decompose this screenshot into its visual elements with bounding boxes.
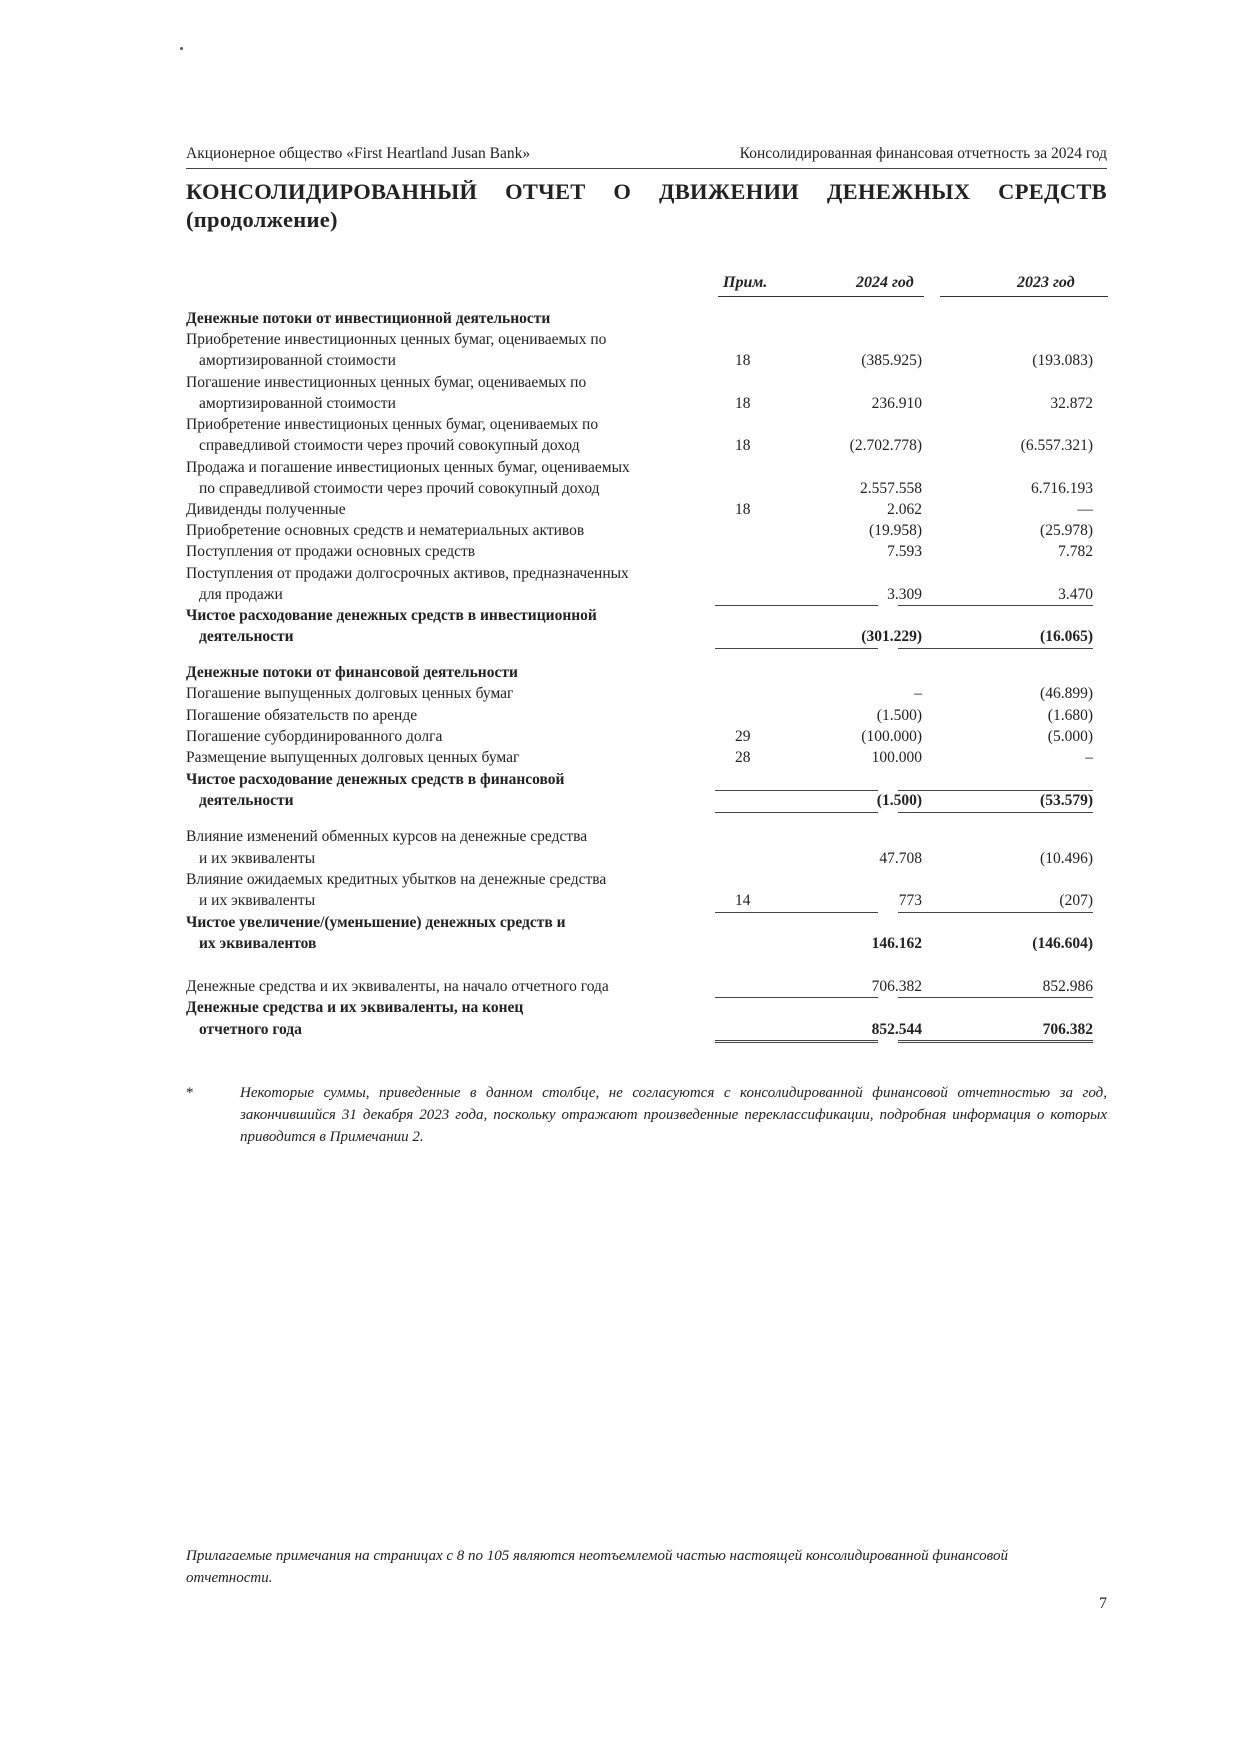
title-word: ДЕНЕЖНЫХ <box>826 179 971 204</box>
footnote-marker: * <box>186 1085 194 1101</box>
row-label: Поступления от продажи долгосрочных активов, предназначенных <box>186 565 629 582</box>
value-2023: 6.716.193 <box>1031 480 1093 497</box>
row-note: 29 <box>735 728 751 745</box>
row-label: Чистое расходование денежных средств в финансовой <box>186 771 565 788</box>
subtotal-rule <box>898 648 1093 649</box>
value-2023: 32.872 <box>1050 395 1093 412</box>
row-label: Денежные потоки от инвестиционной деятельности <box>186 310 551 327</box>
value-2023: (25.978) <box>1040 522 1093 539</box>
note-header-underline <box>718 296 778 297</box>
row-label: и их эквиваленты <box>199 850 316 867</box>
total-double-rule <box>898 1040 1093 1043</box>
value-2023: (53.579) <box>1040 792 1093 809</box>
row-label: Погашение инвестиционных ценных бумаг, оцениваемых по <box>186 374 587 391</box>
subtotal-rule <box>715 997 878 998</box>
year-2023-header: 2023 год <box>1017 274 1075 291</box>
subtotal-rule <box>898 812 1093 813</box>
value-2023: (146.604) <box>1032 935 1093 952</box>
row-label: амортизированной стоимости <box>199 352 396 369</box>
table-row <box>186 912 1107 933</box>
row-label: Погашение обязательств по аренде <box>186 707 418 724</box>
subtotal-rule <box>715 605 878 606</box>
value-2023: 3.470 <box>1058 586 1093 603</box>
table-row <box>186 705 1107 726</box>
table-row <box>186 997 1107 1018</box>
value-2023: 706.382 <box>1042 1021 1093 1038</box>
row-label: Денежные средства и их эквиваленты, на конец <box>186 999 524 1016</box>
table-row <box>186 584 1107 605</box>
row-label: отчетного года <box>199 1021 302 1038</box>
table-row <box>186 626 1107 647</box>
subtotal-rule <box>898 605 1093 606</box>
row-note: 18 <box>735 395 751 412</box>
table-row <box>186 457 1107 478</box>
table-row <box>186 308 1107 329</box>
table-row <box>186 1019 1107 1040</box>
value-2023: 7.782 <box>1058 543 1093 560</box>
value-2024: (2.702.778) <box>849 437 922 454</box>
row-note: 28 <box>735 749 751 766</box>
table-row <box>186 414 1107 435</box>
row-label: Чистое увеличение/(уменьшение) денежных средств и <box>186 914 566 931</box>
value-2024: 2.062 <box>887 501 922 518</box>
row-label: Поступления от продажи основных средств <box>186 543 476 560</box>
value-2024: 2.557.558 <box>860 480 922 497</box>
row-label: Денежные средства и их эквиваленты, на начало отчетного года <box>186 978 609 995</box>
row-label: Дивиденды полученные <box>186 501 346 518</box>
row-note: 18 <box>735 352 751 369</box>
table-row <box>186 826 1107 847</box>
value-2024: 3.309 <box>887 586 922 603</box>
subtotal-rule <box>898 790 1093 791</box>
value-2024: (19.958) <box>869 522 922 539</box>
value-2024: 706.382 <box>871 978 922 995</box>
table-row <box>186 605 1107 626</box>
table-row <box>186 890 1107 911</box>
table-row <box>186 350 1107 371</box>
value-2024: (1.500) <box>876 792 922 809</box>
table-row <box>186 769 1107 790</box>
title-word: СРЕДСТВ <box>998 179 1107 204</box>
row-label: Продажа и погашение инвестиционых ценных бумаг, оцениваемых <box>186 459 630 476</box>
title-word: ОТЧЕТ <box>505 179 586 204</box>
year-2024-header: 2024 год <box>856 274 914 291</box>
value-2023: (16.065) <box>1040 628 1093 645</box>
table-row <box>186 478 1107 499</box>
value-2023: – <box>1085 749 1093 766</box>
year-2023-underline <box>940 296 1108 297</box>
value-2024: 7.593 <box>887 543 922 560</box>
table-row <box>186 520 1107 541</box>
value-2024: (100.000) <box>861 728 922 745</box>
row-label: и их эквиваленты <box>199 892 316 909</box>
row-label: Погашение выпущенных долговых ценных бумаг <box>186 685 514 702</box>
row-label: по справедливой стоимости через прочий совокупный доход <box>199 480 600 497</box>
row-label: деятельности <box>199 792 294 809</box>
row-label: справедливой стоимости через прочий совокупный доход <box>199 437 580 454</box>
row-label: амортизированной стоимости <box>199 395 396 412</box>
value-2023: (6.557.321) <box>1020 437 1093 454</box>
total-double-rule <box>715 1040 878 1043</box>
value-2024: 146.162 <box>871 935 922 952</box>
table-row <box>186 662 1107 683</box>
note-column-header: Прим. <box>723 274 768 291</box>
value-2024: – <box>914 685 922 702</box>
header-rule <box>186 168 1107 169</box>
table-row <box>186 976 1107 997</box>
value-2024: 852.544 <box>871 1021 922 1038</box>
value-2023: (1.680) <box>1047 707 1093 724</box>
subtotal-rule <box>898 997 1093 998</box>
title-line-2: (продолжение) <box>186 207 338 232</box>
subtotal-rule <box>898 912 1093 913</box>
table-row <box>186 563 1107 584</box>
title-line-1 <box>186 178 1107 206</box>
table-row <box>186 747 1107 768</box>
row-label: Влияние изменений обменных курсов на денежные средства <box>186 828 588 845</box>
row-label: Приобретение основных средств и нематериальных активов <box>186 522 585 539</box>
report-name: Консолидированная финансовая отчетность за 2024 год <box>739 145 1107 162</box>
row-label: Денежные потоки от финансовой деятельности <box>186 664 518 681</box>
row-note: 18 <box>735 501 751 518</box>
footnote-text: Некоторые суммы, приведенные в данном столбце, не согласуются с консолидированной финансовой отчетностью за год, закончившийся 31 декабря 2023 года, поскольку отражают произведенные переклассификации, подробная информация о которых приводится в Примечании 2. <box>240 1085 1107 1145</box>
subtotal-rule <box>715 812 878 813</box>
table-row <box>186 541 1107 562</box>
year-2024-underline <box>776 296 924 297</box>
value-2023: (207) <box>1059 892 1093 909</box>
row-label: деятельности <box>199 628 294 645</box>
page-title <box>186 178 1107 234</box>
table-row <box>186 848 1107 869</box>
subtotal-rule <box>715 648 878 649</box>
value-2023: — <box>1077 501 1093 518</box>
row-label: Приобретение инвестиционных ценных бумаг, оцениваемых по <box>186 331 607 348</box>
row-note: 18 <box>735 437 751 454</box>
value-2023: (10.496) <box>1040 850 1093 867</box>
value-2023: (46.899) <box>1040 685 1093 702</box>
table-row <box>186 726 1107 747</box>
title-word: КОНСОЛИДИРОВАННЫЙ <box>186 179 478 204</box>
value-2024: 236.910 <box>871 395 922 412</box>
row-label: для продажи <box>199 586 283 603</box>
company-name: Акционерное общество «First Heartland Jusan Bank» <box>186 145 531 162</box>
subtotal-rule <box>715 912 878 913</box>
table-row <box>186 933 1107 954</box>
table-row <box>186 435 1107 456</box>
value-2023: 852.986 <box>1042 978 1093 995</box>
value-2024: (1.500) <box>876 707 922 724</box>
row-note: 14 <box>735 892 751 909</box>
value-2024: 773 <box>898 892 922 909</box>
title-word: О <box>613 179 632 204</box>
value-2024: (385.925) <box>861 352 922 369</box>
table-row <box>186 372 1107 393</box>
value-2024: 47.708 <box>879 850 922 867</box>
table-row <box>186 329 1107 350</box>
row-label: Чистое расходование денежных средств в инвестиционной <box>186 607 597 624</box>
table-row <box>186 869 1107 890</box>
table-row <box>186 790 1107 811</box>
row-label: Приобретение инвестиционых ценных бумаг, оцениваемых по <box>186 416 599 433</box>
table-row <box>186 393 1107 414</box>
row-label: их эквивалентов <box>199 935 317 952</box>
row-label: Влияние ожидаемых кредитных убытков на денежные средства <box>186 871 607 888</box>
table-row <box>186 683 1107 704</box>
value-2023: (193.083) <box>1032 352 1093 369</box>
row-label: Размещение выпущенных долговых ценных бумаг <box>186 749 520 766</box>
bottom-note: Прилагаемые примечания на страницах с 8 по 105 являются неотъемлемой частью настоящей консолидированной финансовой отчетности. <box>186 1548 1008 1586</box>
value-2024: (301.229) <box>861 628 922 645</box>
value-2023: (5.000) <box>1047 728 1093 745</box>
value-2024: 100.000 <box>871 749 922 766</box>
scan-dot <box>180 47 183 50</box>
title-word: ДВИЖЕНИИ <box>658 179 800 204</box>
row-label: Погашение субординированного долга <box>186 728 443 745</box>
table-row <box>186 499 1107 520</box>
page-number: 7 <box>1099 1595 1107 1612</box>
subtotal-rule <box>715 790 878 791</box>
